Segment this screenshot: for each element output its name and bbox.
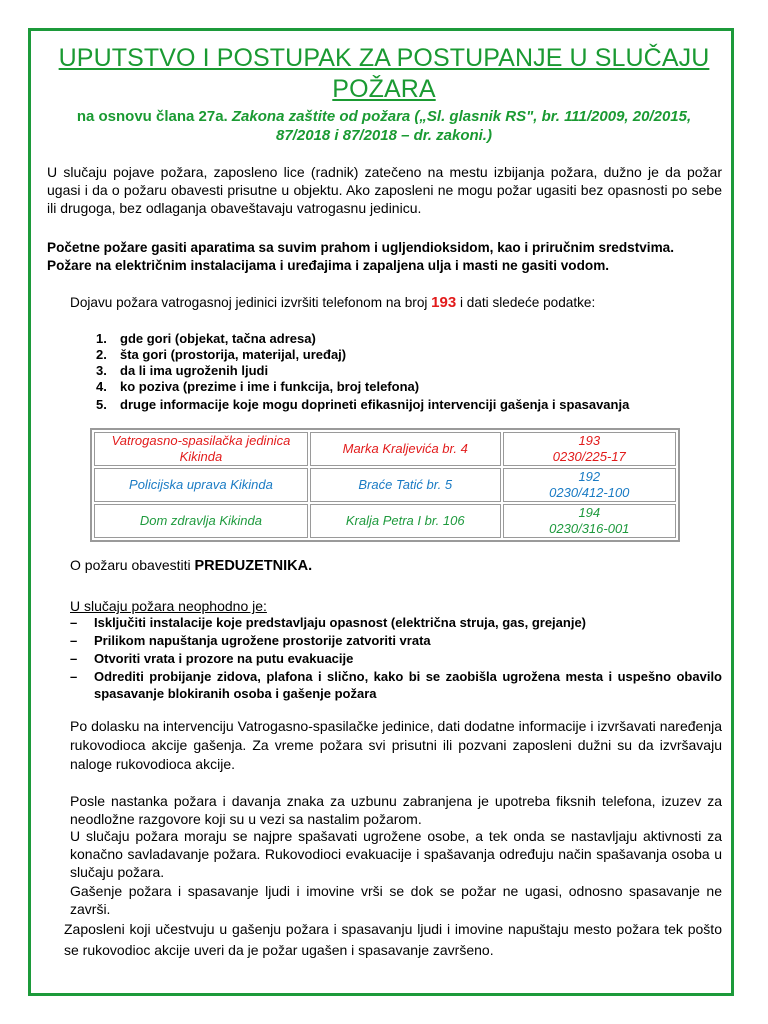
fire-number: 193 [431,294,457,311]
notice-line-1: Početne požare gasiti aparatima sa suvim prahom i ugljendioksidom, kao i priručnim sredstvima. [47,240,675,255]
notice-line-2: Požare na električnim instalacijama i uređajima i zapaljena ulja i masti ne gasiti vodom. [47,258,610,273]
necessary-heading: U slučaju požara neophodno je: [70,598,267,614]
list-item: 1. gde gori (objekat, tačna adresa) [96,331,316,346]
table-row [94,504,676,538]
list-item: 3. da li ima ugroženih ljudi [96,363,269,378]
contacts-table [90,428,680,542]
after-paragraph-3: Gašenje požara i spasavanje ljudi i imovine vrši se dok se požar ne ugasi, odnosno spasavanje ne završi. [70,883,722,917]
list-item: 5. druge informacije koje mogu doprineti efikasnijoj intervenciji gašenja i spasavanja [96,397,630,412]
list-item: 2. šta gori (prostorija, materijal, uređaj) [96,347,347,362]
contact-address: Marka Kraljevića br. 4 [310,432,501,466]
subtitle-law-cont: 87/2018 i 87/2018 – dr. zakoni.) [276,127,492,144]
after-paragraph-2: U slučaju požara moraju se najpre spašavati ugrožene osobe, a tek onda se nastavljaju aktivnosti za konačno savladavanje požara. Rukovodioci evakuacije i spašavanja određuju način spašavanja osoba u slučaju požara. [70,828,722,880]
contact-name: Vatrogasno-spasilačka jedinica Kikinda [94,432,308,466]
list-item: 4. ko poziva (prezime i ime i funkcija, broj telefona) [96,379,420,394]
arrival-paragraph: Po dolasku na intervenciju Vatrogasno-spasilačke jedinice, dati dodatne informacije i izvršavati naređenja rukovodioca akcije gašenja. Za vreme požara svi prisutni ili pozvani zaposleni dužni su da izvršavaju naloge rukovodioca akcije. [70,718,722,772]
report-suffix: i dati sledeće podatke: [456,295,596,310]
subtitle-law: Zakona zaštite od požara („Sl. glasnik RS", br. 111/2009, 20/2015, [231,108,692,125]
title-line-1: UPUTSTVO I POSTUPAK ZA POSTUPANJE U SLUČAJU [58,44,710,72]
report-line [70,294,595,312]
subtitle-prefix: na osnovu člana 27a. [76,108,232,125]
contact-name: Policijska uprava Kikinda [94,468,308,502]
report-prefix: Dojavu požara vatrogasnoj jedinici izvršiti telefonom na broj [70,295,432,310]
closing-paragraph: Zaposleni koji učestvuju u gašenju požara i spasavanju ljudi i imovine napuštaju mesto požara tek pošto se rukovodioc akcije uveri da je požar ugašen i spasavanje završeno. [64,921,722,958]
after-paragraph-1: Posle nastanka požara i davanja znaka za uzbunu zabranjena je upotreba fiksnih telefona, izuzev za neodložne razgovore koji su u vezi sa nastalim požarom. [70,793,722,827]
contact-address: Braće Tatić br. 5 [310,468,501,502]
contact-name: Dom zdravlja Kikinda [94,504,308,538]
contact-phone: 192 0230/412-100 [503,468,676,502]
subtitle-line-1 [0,107,768,126]
entrepreneur-line: O požaru obavestiti PREDUZETNIKA. [70,557,313,574]
contact-phone: 193 0230/225-17 [503,432,676,466]
table-row [94,468,676,502]
entrepreneur-bold: PREDUZETNIKA. [194,558,313,574]
title-line-2: POŽARA [332,75,436,103]
contact-address: Kralja Petra I br. 106 [310,504,501,538]
intro-paragraph: U slučaju pojave požara, zaposleno lice (radnik) zatečeno na mestu izbijanja požara, dužno je da požar ugasi i da o požaru obavesti prisutne u objektu. Ako zaposleni ne mogu požar ugasiti bez opasnosti po sebe ili drugoga, bez odlaganja obaveštavaju vatrogasnu jedinicu. [47,164,722,216]
table-row [94,432,676,466]
subtitle-line-2 [0,126,768,145]
contact-phone: 194 0230/316-001 [503,504,676,538]
